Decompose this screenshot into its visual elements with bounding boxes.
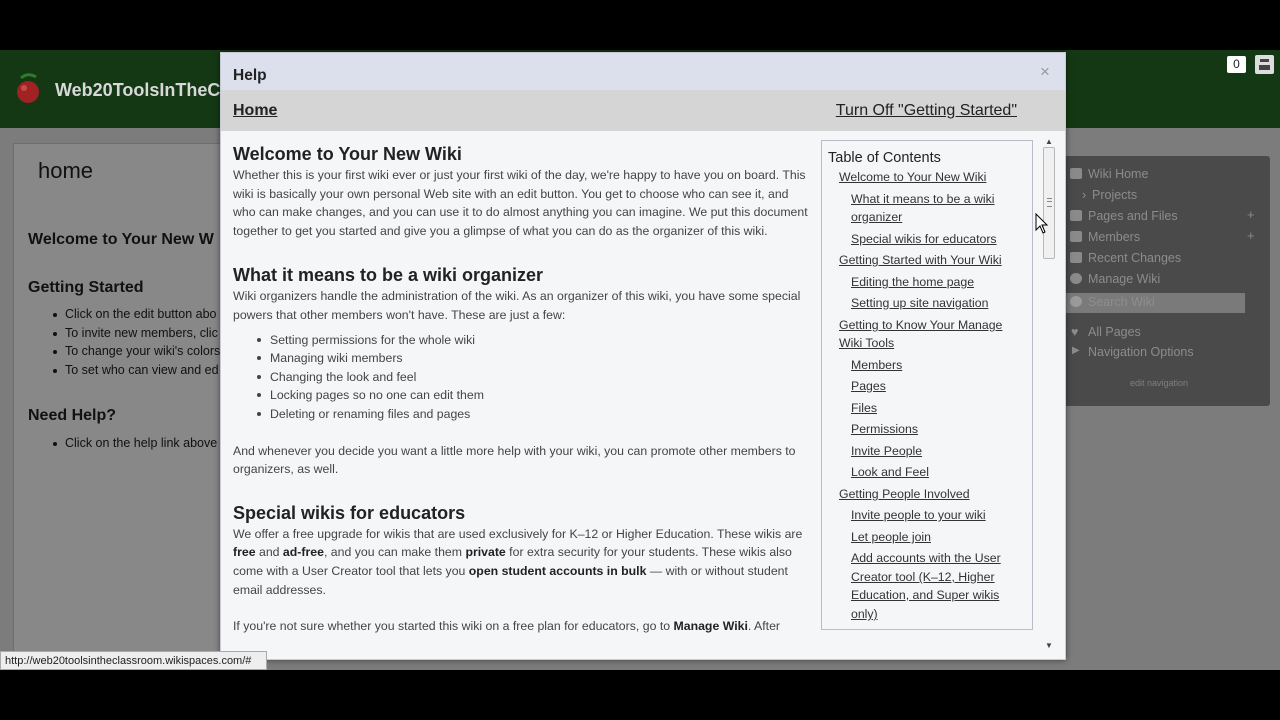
list-item: Click on the edit button abo bbox=[47, 307, 220, 326]
toc-link[interactable]: Setting up site navigation bbox=[851, 296, 989, 310]
wiki-logo-icon bbox=[14, 72, 42, 106]
list-item: Click on the help link above bbox=[47, 436, 217, 455]
toc-link[interactable]: Welcome to Your New Wiki bbox=[839, 170, 987, 184]
help-article bbox=[233, 131, 811, 636]
toc-link[interactable]: Invite people to your wiki bbox=[851, 508, 986, 522]
nav-item-members[interactable]: Members bbox=[1088, 230, 1141, 244]
list-item: To set who can view and ed bbox=[47, 363, 220, 382]
list-item: Setting permissions for the whole wiki bbox=[233, 331, 811, 350]
section-paragraph: Wiki organizers handle the administration of the wiki. As an organizer of this wiki, you have some special powers that other members won't have. These are just a few: bbox=[233, 289, 801, 322]
dialog-title-bar[interactable] bbox=[221, 53, 1065, 90]
add-page-plus-icon[interactable]: + bbox=[1247, 207, 1255, 222]
triangle-right-icon: ▶ bbox=[1072, 345, 1080, 356]
section-paragraph: And whenever you decide you want a little more help with your wiki, you can promote other members to organizers, as well. bbox=[233, 443, 796, 477]
getting-started-list bbox=[47, 307, 220, 381]
list-item: To change your wiki's colors bbox=[47, 344, 220, 363]
add-member-plus-icon[interactable]: + bbox=[1247, 228, 1255, 243]
members-icon bbox=[1070, 231, 1082, 242]
toc-link[interactable]: What it means to be a wiki bbox=[851, 192, 995, 206]
toc-link[interactable]: Creator tool (K–12, Higher bbox=[851, 570, 995, 584]
nav-item-wiki-home[interactable]: Wiki Home bbox=[1088, 167, 1149, 181]
organizer-powers-list bbox=[233, 331, 811, 424]
recent-changes-icon bbox=[1070, 252, 1082, 263]
nav-item-pages-and-files[interactable]: Pages and Files bbox=[1088, 209, 1178, 223]
need-help-list bbox=[47, 436, 217, 455]
grip-icon bbox=[1047, 198, 1052, 207]
welcome-heading: Welcome to Your New W bbox=[28, 231, 214, 248]
home-link[interactable]: Home bbox=[233, 102, 278, 119]
notification-count-badge[interactable]: 0 bbox=[1227, 56, 1246, 73]
toc-link[interactable]: Let people join bbox=[851, 530, 931, 544]
need-help-heading: Need Help? bbox=[28, 407, 117, 424]
gear-icon bbox=[1070, 273, 1082, 284]
toc-link[interactable]: Look and Feel bbox=[851, 465, 929, 479]
nav-item-projects[interactable]: Projects bbox=[1092, 188, 1138, 202]
dialog-nav-bar bbox=[221, 90, 1065, 131]
toc-link[interactable]: Getting to Know Your Manage bbox=[839, 318, 1003, 332]
close-icon[interactable]: × bbox=[1040, 62, 1050, 81]
toc-link[interactable]: Getting People Involved bbox=[839, 487, 970, 501]
dialog-body bbox=[221, 131, 1065, 659]
toc-link[interactable]: Invite People bbox=[851, 444, 923, 458]
chevron-right-icon: › bbox=[1082, 188, 1087, 202]
table-of-contents bbox=[821, 140, 1033, 630]
toc-link[interactable]: Add accounts with the User bbox=[851, 551, 1001, 565]
toc-link[interactable]: Files bbox=[851, 401, 877, 415]
home-icon bbox=[1070, 168, 1082, 179]
getting-started-heading: Getting Started bbox=[28, 279, 144, 296]
section-heading: Welcome to Your New Wiki bbox=[233, 144, 462, 164]
turn-off-getting-started-link[interactable]: Turn Off "Getting Started" bbox=[835, 102, 1017, 119]
section-paragraph: If you're not sure whether you started this wiki on a free plan for educators, go to Manage Wiki. After bbox=[233, 619, 780, 634]
list-item: Locking pages so no one can edit them bbox=[233, 386, 811, 405]
toc-link[interactable]: organizer bbox=[851, 210, 903, 224]
edit-navigation-link[interactable]: edit navigation bbox=[1130, 378, 1189, 388]
section-heading: What it means to be a wiki organizer bbox=[233, 265, 544, 286]
page-title: home bbox=[38, 158, 94, 183]
section-heading: Special wikis for educators bbox=[233, 502, 466, 523]
toc-link[interactable]: Editing the home page bbox=[851, 275, 975, 289]
scroll-down-arrow-icon[interactable]: ▼ bbox=[1045, 641, 1053, 650]
list-item: Changing the look and feel bbox=[233, 368, 811, 387]
help-dialog bbox=[220, 52, 1066, 660]
nav-item-search-wiki[interactable]: Search Wiki bbox=[1088, 295, 1155, 309]
nav-item-all-pages[interactable]: All Pages bbox=[1088, 325, 1141, 339]
nav-item-navigation-options[interactable]: Navigation Options bbox=[1088, 345, 1194, 359]
folder-icon bbox=[1070, 210, 1082, 221]
search-icon bbox=[1070, 296, 1082, 307]
nav-item-manage-wiki[interactable]: Manage Wiki bbox=[1088, 272, 1161, 286]
page-content-panel bbox=[13, 143, 255, 655]
toc-title: Table of Contents bbox=[828, 150, 941, 166]
toc-link[interactable]: Pages bbox=[851, 379, 886, 393]
scroll-up-arrow-icon[interactable]: ▲ bbox=[1045, 137, 1053, 146]
toc-link[interactable]: Education, and Super wikis bbox=[851, 588, 1000, 602]
heart-icon: ♥ bbox=[1071, 325, 1079, 339]
toc-link[interactable]: Wiki Tools bbox=[839, 336, 895, 350]
toc-link[interactable]: only) bbox=[851, 607, 878, 621]
scrollbar-thumb[interactable] bbox=[1043, 147, 1055, 259]
nav-item-recent-changes[interactable]: Recent Changes bbox=[1088, 251, 1182, 265]
toc-link[interactable]: Permissions bbox=[851, 422, 918, 436]
list-item: Managing wiki members bbox=[233, 349, 811, 368]
toc-link[interactable]: Getting Started with Your Wiki bbox=[839, 253, 1002, 267]
user-menu-icon[interactable] bbox=[1255, 55, 1274, 74]
dialog-title: Help bbox=[233, 67, 267, 84]
list-item: To invite new members, clic bbox=[47, 326, 220, 345]
section-paragraph: We offer a free upgrade for wikis that are used exclusively for K–12 or Higher Education. These wikis are free and ad-free, and you can make them private for extra security for your students. These wikis also come with a User Creator tool that lets you open student accounts in bulk — with or without student email addresses. bbox=[233, 526, 803, 597]
dialog-scrollbar[interactable] bbox=[1041, 131, 1058, 659]
section-paragraph: Whether this is your first wiki ever or just your first wiki of the day, we're happy to have you on board. This wiki is basically your own personal Web site with an edit button. You get to choose who can see it, and who can make changes, and you can use it to do almost anything you can imagine. We put this document together to get you started and give you a glimpse of what you can do as the organizer of this wiki. bbox=[233, 168, 808, 238]
list-item: Deleting or renaming files and pages bbox=[233, 405, 811, 424]
browser-status-bar: http://web20toolsintheclassroom.wikispaces.com/# bbox=[0, 651, 267, 670]
site-title[interactable]: Web20ToolsInTheC bbox=[55, 80, 221, 100]
mouse-cursor-icon bbox=[1035, 213, 1049, 235]
toc-link[interactable]: Members bbox=[851, 358, 903, 372]
toc-link[interactable]: Special wikis for educators bbox=[851, 232, 997, 246]
